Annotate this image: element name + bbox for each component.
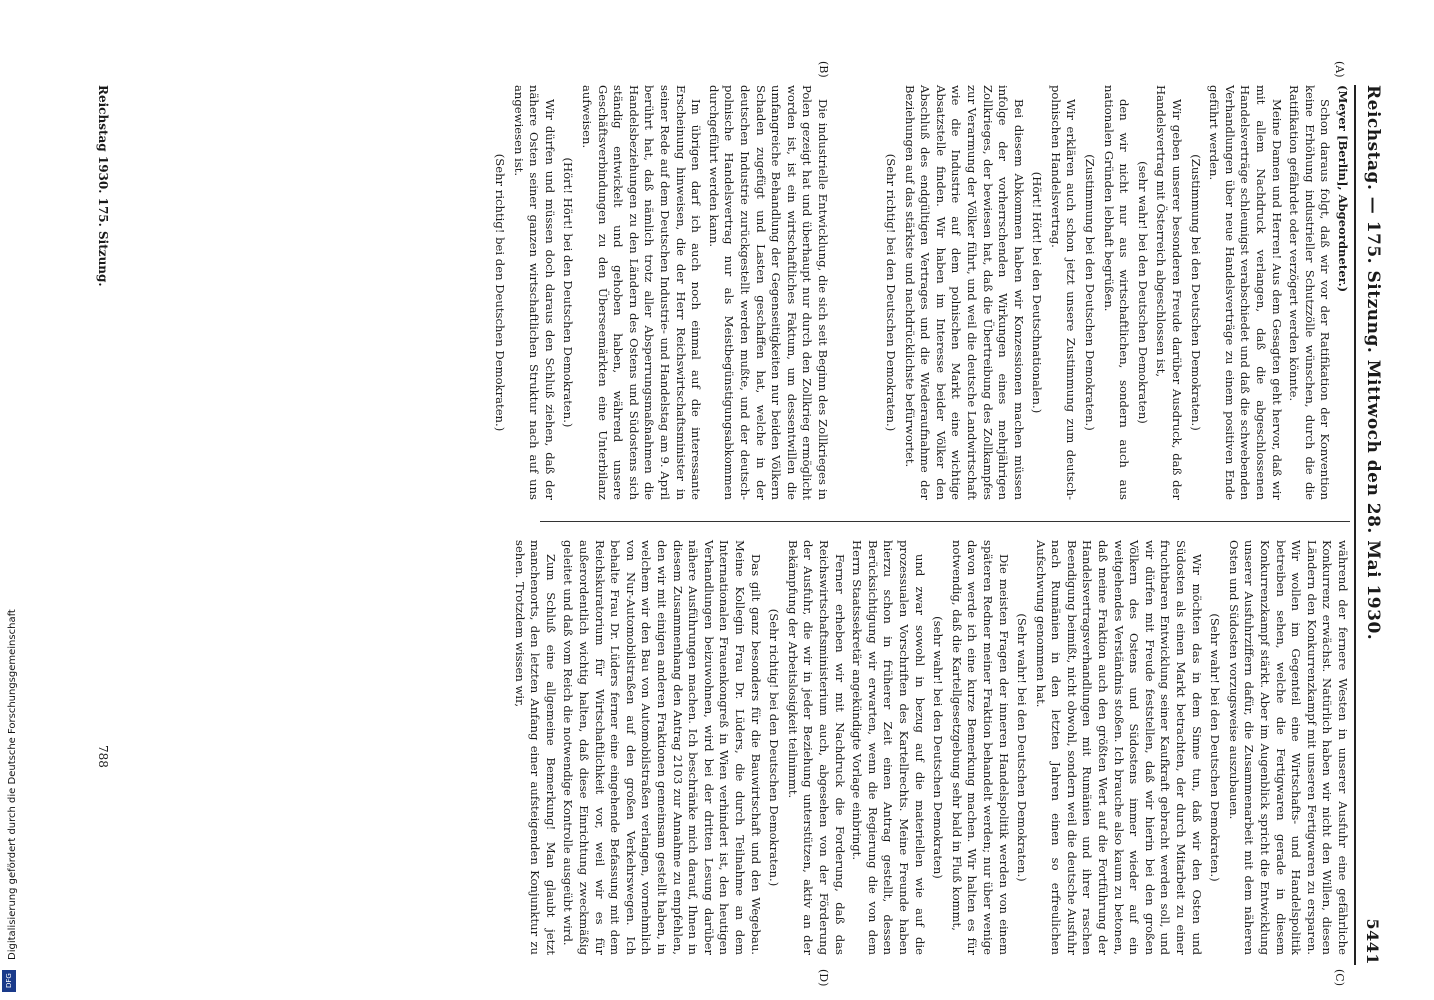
speaker-line: (Meyer [Berlin], Abgeordneter.) <box>1336 85 1350 293</box>
right-paragraph-6: Das gilt ganz besonders für die Bauwirtschaft und den Wegebau. Meine Kollegin Frau Dr. Lüders, die durch Teilnahme an dem Internationalen Frauenkongreß in Wien verhindert ist, den heutigen Verhandlungen beizuwohnen, wird bei der dritten Lesung darüber nähere Ausführungen machen. Ich beschränke mich darauf, Ihnen in diesem Zusammenhang den Antrag 2103 zur Annahme zu empfehlen, den wir mit einigen anderen Fraktionen gemeinsam gestellt haben, in welchem wir den Bau von Automobilstraßen verlangen, vornehmlich von Nur-Automobilstraßen auf den großen Verkehrswegen. Ich behalte Frau Dr. Lüders ferner eine eingehende Befassung mit dem Reichskuratorium für Wirtschaftlichkeit vor, weil wir es für außerordentlich wichtig halten, daß diese Einrichtung zweckmäßig geleitet und daß vom Reich die notwendige Kontrolle ausgeübt wird. <box>561 540 763 955</box>
right-column <box>512 540 1350 955</box>
margin-marker-c: (C) <box>1333 969 1346 986</box>
dfg-logo-icon: DFG <box>2 970 16 992</box>
margin-marker-a: (A) <box>1333 61 1346 78</box>
left-paragraph-6: Bei diesem Abkommen haben wir Konzessionen machen müssen infolge der vorherrschenden Wirkungen eines mehrjährigen Zollkrieges, der bewiesen hat, daß die Übertreibung des Zollkampfes zur Verarmung der Völker führt, und weil die deutsche Landwirtschaft wie die Industrie auf dem polnischen Markt eine wichtige Absatzstelle finden. Wir haben im Interesse beider Völker den Abschluß des endgültigen Vertrages und die Wiederaufnahme der Beziehungen auf das stärkste und nachdrücklichste befürwortet. <box>902 85 1026 500</box>
dfg-sidebar <box>0 0 20 1000</box>
left-reaction-4: (Hört! Hört! bei den Deutschnationalen.) <box>1030 171 1045 414</box>
page-number: 5441 <box>1363 918 1383 965</box>
right-reaction-3: (sehr wahr! bei den Deutschen Demokraten) <box>931 616 946 879</box>
left-paragraph-2: Meine Damen und Herren! Aus dem Gesagten geht hervor, daß wir mit allem Nachdruck verlangen, daß die abgeschlossenen Handelsverträge schleunigst verabschiedet und daß die schwebenden Verhandlungen über neue Handelsverträge zu einem positiven Ende geführt werden. <box>1207 85 1284 500</box>
left-paragraph-8: Im übrigen darf ich auch noch einmal auf die interessante Erscheinung hinweisen, die der Herr Reichswirtschaftsminister in seiner Rede auf dem Deutschen Industrie- und Handelstag am 9. April berührt hat, daß nämlich trotz aller Absperrungsmaßnahmen die Handelsbeziehungen zu den Ländern des Ostens und Südostens sich ständig entwickelt und gehoben haben, während unsere Geschäftsverbindungen zu den Überseemärkten eine Unterbilanz aufweisen. <box>580 85 704 500</box>
page-header <box>1356 85 1390 965</box>
dfg-credit-text: Digitalisierung gefördert durch die Deutsche Forschungsgemeinschaft <box>7 609 18 960</box>
left-paragraph-4: den wir nicht nur aus wirtschaftlichen, sondern auch aus nationalen Gründen lebhaft begrüßen. <box>1101 85 1132 500</box>
left-paragraph-3: Wir geben unserer besonderen Freude darüber Ausdruck, daß der Handelsvertrag mit Österreich abgeschlossen ist, <box>1154 85 1185 500</box>
left-paragraph-7: Die industrielle Entwicklung, die sich seit Beginn des Zollkrieges in Polen gezeigt hat und überhaupt nur durch den Zollkrieg ermöglicht worden ist, ist ein wirtschaftliches Faktum, um dessentwillen die umfangreiche Behandlung der Gegenseitigkeiten nur beiden Völkern Schaden zugefügt und Lasten geschaffen hat, welche in der deutschen Industrie zurückgestellt werden mußte, und der deutsch-polnische Handelsvertrag nur als Meistbegünstigungsabkommen durchgeführt werden kann. <box>706 85 830 500</box>
left-reaction-3: (Zustimmung bei den Deutschen Demokraten.) <box>1083 154 1098 431</box>
left-reaction-2: (sehr wahr! bei den Deutschen Demokraten) <box>1135 161 1150 424</box>
column-divider <box>540 521 1350 522</box>
right-reaction-4: (Sehr richtig! bei den Deutschen Demokraten.) <box>767 608 782 887</box>
right-paragraph-4: und zwar sowohl in bezug auf die materiellen wie auf die prozessualen Vorschriften des Kartellrechts. Meine Freunde haben hierzu schon in früherer Zeit einen Antrag gestellt, dessen Berücksichtigung wir erwarten, wenn die Regierung die von dem Herrn Staatssekretär angekündigte Vorlage einbringt. <box>850 540 927 955</box>
header-rule <box>1354 85 1356 965</box>
right-reaction-1: (Sehr wahr! bei den Deutschen Demokraten.) <box>1208 613 1223 882</box>
left-column <box>830 85 1350 500</box>
left-column-lower <box>493 85 830 500</box>
left-reaction-6: (Hört! Hört! bei den Deutschen Demokraten.) <box>561 157 576 428</box>
left-reaction-7: (Sehr richtig! bei den Deutschen Demokraten.) <box>493 153 508 432</box>
footer-right: 788 <box>96 745 110 768</box>
rotated-page-content <box>60 61 1390 987</box>
right-paragraph-7: Zum Schluß eine allgemeine Bemerkung! Man glaubt jetzt manchenorts, den letzten Anfang einer aufsteigenden Konjunktur zu sehen. Trotzdem wissen wir, <box>512 540 558 955</box>
right-paragraph-2: Wir möchten das in dem Sinne tun, daß wir den Osten und Südosten als einen Markt betrachten, der durch Mitarbeit zu einer fruchtbaren Entwicklung seiner Kaufkraft gebracht werden soll, und wir dürfen mit Freude feststellen, daß wir hierin bei den großen Völkern des Ostens und Südostens immer wieder auf ein weitgehendes Verständnis stoßen. Ich brauche also kaum zu betonen, daß meine Fraktion auch den größten Wert auf die Fortführung der Handelsvertragsverhandlungen mit Rumänien und ihrer raschen Beendigung beimißt, nicht obwohl, sondern weil die deutsche Ausfuhr nach Rumänien in den letzten Jahren einen so erfreulichen Aufschwung genommen hat. <box>1033 540 1204 955</box>
left-paragraph-9: Wir dürfen und müssen doch daraus den Schluß ziehen, daß der nähere Osten seiner ganzen wirtschaftlichen Struktur nach auf uns angewiesen ist. <box>511 85 557 500</box>
footer-left: Reichstag 1930. 175. Sitzung. <box>96 85 110 287</box>
header-title: Reichstag. — 175. Sitzung. Mittwoch den 28. Mai 1930. <box>1363 85 1383 641</box>
left-paragraph-5: Wir erklären auch schon jetzt unsere Zustimmung zum deutsch-polnischen Handelsvertrag. <box>1048 85 1079 500</box>
page-footer <box>90 85 110 965</box>
margin-marker-b: (B) <box>817 61 830 78</box>
margin-marker-d: (D) <box>817 969 830 987</box>
right-paragraph-3: Die meisten Fragen der inneren Handelspolitik werden von einem späteren Redner meiner Fraktion behandelt werden; nur über wenige davon werde ich eine kurze Bemerkung machen. Wir halten es für notwendig, daß die Kartellgesetzgebung sehr bald in Fluß kommt, <box>949 540 1011 955</box>
left-reaction-1: (Zustimmung bei den Deutschen Demokraten.) <box>1188 154 1203 431</box>
left-reaction-5: (Sehr richtig! bei den Deutschen Demokraten.) <box>883 153 898 432</box>
right-paragraph-1: während der fernere Westen in unserer Ausfuhr eine gefährliche Konkurrenz erwächst. Natürlich haben wir nicht den Willen, diesen Ländern den Konkurrenzkampf mit unseren Fertigwaren zu ersparen. Wir wollen im Gegenteil eine Wirtschafts- und Handelspolitik betreiben sehen, welche die Fertigwaren gerade in diesem Konkurrenzkampf stärkt. Aber im Augenblick spricht die Entwicklung unserer Ausfuhrziffern dafür, die Zusammenarbeit mit dem näheren Osten und Südosten vorzugsweise auszubauen. <box>1226 540 1350 955</box>
left-paragraph-1: Schon daraus folgt, daß wir vor der Ratifikation der Konvention keine Erhöhung industrieller Schutzzölle wünschen, durch die die Ratifikation gefährdet oder verzögert werden könnte. <box>1287 85 1333 500</box>
right-reaction-2: (Sehr wahr! bei den Deutschen Demokraten.) <box>1015 613 1030 882</box>
right-paragraph-5: Ferner erheben wir mit Nachdruck die Forderung, daß das Reichswirtschaftsministerium auch, abgesehen von der Förderung der Ausfuhr, die wir in jeder Beziehung unterstützen, aktiv an der Bekämpfung der Arbeitslosigkeit teilnimmt. <box>785 540 847 955</box>
